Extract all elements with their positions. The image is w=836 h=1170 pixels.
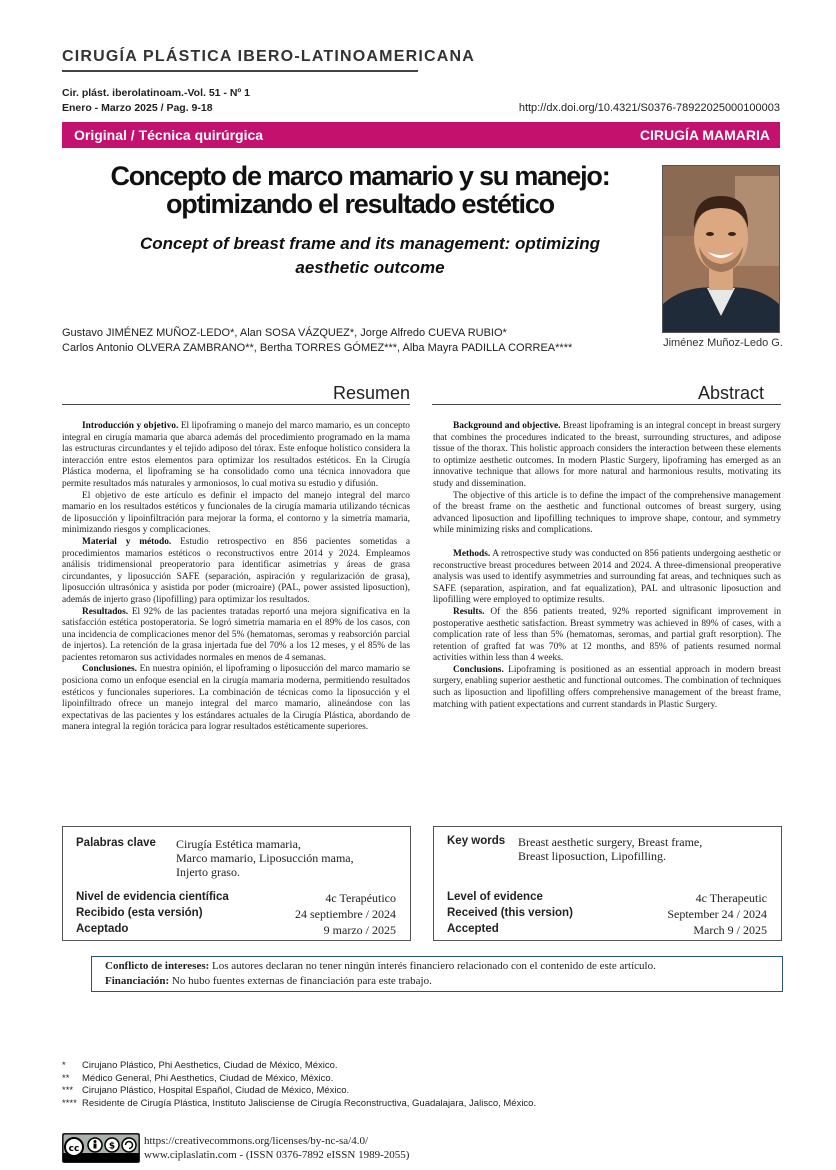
- footnote: [62, 1085, 536, 1098]
- conflict-line: [105, 959, 656, 974]
- abstract-results: [433, 607, 781, 665]
- funding-line: [105, 974, 432, 989]
- doi-link[interactable]: http://dx.doi.org/10.4321/S0376-78922025000100003: [518, 102, 780, 114]
- resumen-methods-text: Estudio retrospectivo en 856 pacientes sometidas a procedimientos mamarios estéticos o reconstructivos entre 2014 y 2024. Empleamos análisis tridimensional preoperatorio para identificar asimetrías y áreas de grasa circundantes, y liposucción SAFE (separación, aspiración y regularización de grasa), liposucción ultrasónica y asistida por poder (microaire) (PAL, power assisted liposuction), además de injerto graso (lipofilling) para optimizar los resultados.: [62, 536, 411, 605]
- keywords-label-en: Key words: [447, 835, 506, 847]
- citation-line-1: Cir. plást. iberolatinoam.-Vol. 51 - Nº 1: [62, 87, 251, 99]
- resumen-objective-text: El objetivo de este artículo es definir el impacto del manejo integral del marco mamario en los resultados estéticos y funcionales de la cirugía mamaria utilizando técnicas de liposucción y lipoinfiltración para mejorar la forma, el contorno y la simetría mamaria, minimizando riesgos y complicaciones.: [62, 490, 410, 536]
- abstract-results-label: Results.: [453, 606, 485, 617]
- resumen-results-text: El 92% de las pacientes tratadas reportó una mejora significativa en la satisfacción estética postoperatoria. Se logró simetría mamaria en el 89% de los casos, con una incidencia de complicaciones menor del 5% (hematomas, seromas y reabsorción parcial de injertos). La retención de la grasa injertada fue del 70% a los 12 meses, y el 85% de las pacientes retomaron sus actividades normales en menos de 4 semanas.: [62, 606, 411, 663]
- keywords-box-es: [62, 826, 411, 941]
- abstract-results-text: Of the 856 patients treated, 92% reported significant improvement in postoperative aesthetic satisfaction. Breast symmetry was achieved in 89% of cases, with a complication rate of less than 5% (hematomas, seromas, and partial graft resorption). The retention of grafted fat was 70% at 12 months, and 85% of patients resumed normal activities within less than 4 weeks.: [433, 606, 782, 664]
- conflict-label: Conflicto de intereses:: [105, 960, 210, 972]
- footnote-text: Médico General, Phi Aesthetics, Ciudad de México, México.: [82, 1072, 334, 1084]
- section-topic: CIRUGÍA MAMARIA: [639, 127, 770, 143]
- author-photo: [662, 165, 780, 333]
- keyword-line: Breast aesthetic surgery, Breast frame,: [518, 835, 703, 849]
- abstract-background-label: Background and objective.: [453, 421, 561, 431]
- received-value-en: September 24 / 2024: [667, 907, 767, 921]
- resumen-body: [62, 421, 410, 734]
- article-title-english: Concept of breast frame and its management: optimizing aesthetic outcome: [139, 234, 600, 277]
- resumen-conclusions: [62, 664, 410, 734]
- disclosure-box: [91, 956, 783, 992]
- accepted-label-en: Accepted: [447, 923, 499, 935]
- section-type: Original / Técnica quirúrgica: [74, 127, 264, 143]
- keyword-line: Marco mamario, Liposucción mama,: [176, 851, 354, 865]
- resumen-results-label: Resultados.: [82, 606, 129, 617]
- abstract-conclusions-text: Lipoframing is positioned as an essential approach in modern breast surgery, enabling superior aesthetic and functional outcomes. The combination of techniques such as liposuction and lipofilling offers comprehensive management of the breast frame, matching with patient expectations and current standards in Plastic Surgery.: [433, 664, 782, 710]
- footnote-text: Cirujano Plástico, Phi Aesthetics, Ciudad de México, México.: [82, 1060, 338, 1071]
- keywords-es: [176, 837, 406, 879]
- resumen-conclusions-label: Conclusiones.: [82, 664, 137, 675]
- resumen-results: [62, 607, 410, 665]
- abstract-methods: [433, 549, 781, 607]
- keywords-label-es: Palabras clave: [76, 837, 156, 849]
- resumen-heading: Resumen: [332, 383, 410, 403]
- abstract-methods-text: A retrospective study was conducted on 856 patients undergoing aesthetic or reconstructive breast procedures between 2014 and 2024. A three-dimensional preoperative analysis was used to identify asymmetries and surrounding fat areas, and techniques such as SAFE (separation, aspiration, and fat equalization), PAL and ultrasonic liposuction and lipofilling were employed to optimize results.: [433, 548, 781, 606]
- funding-label: Financiación:: [105, 975, 170, 987]
- keywords-box-en: [433, 826, 782, 941]
- footnote-mark: ***: [62, 1085, 74, 1096]
- affiliation-footnotes: [62, 1060, 536, 1110]
- site-issn: www.ciplaslatin.com - (ISSN 0376-7892 eISSN 1989-2055): [144, 1149, 410, 1161]
- footnote-text: Cirujano Plástico, Hospital Español, Ciudad de México, México.: [82, 1085, 350, 1096]
- resumen-intro-label: Introducción y objetivo.: [82, 421, 179, 431]
- received-value-es: 24 septiembre / 2024: [295, 907, 396, 921]
- evidence-value-en: 4c Therapeutic: [695, 891, 767, 905]
- evidence-label-es: Nivel de evidencia científica: [76, 891, 229, 903]
- photo-caption: Jiménez Muñoz-Ledo G.: [663, 337, 783, 349]
- abstract-heading: Abstract: [698, 383, 765, 403]
- author-portrait-image: [663, 166, 779, 332]
- abstract-objective-text: The objective of this article is to define the impact of the comprehensive management of the breast frame on the aesthetic and functional outcomes of breast surgery, using advanced liposuction and lipofilling techniques to improve shape, contour, and symmetry while minimizing risks and complications.: [433, 490, 781, 536]
- resumen-intro-text: El lipoframing o manejo del marco mamario, es un concepto integral en cirugía mamaria que abarca además del procedimiento programado en la mama las estructuras circundantes y el tejido adiposo del tórax. Este enfoque holístico considera la interacción entre estos elementos para optimizar los resultados estéticos. En la Cirugía Plástica moderna, el lipoframing se ha consolidado como una técnica innovadora que permite resultados más naturales y armoniosos, lo cual motiva su estudio y difusión.: [62, 421, 410, 489]
- cc-by-nc-sa-icon: [62, 1133, 140, 1163]
- abstract-rule: [432, 404, 781, 405]
- journal-name: CIRUGÍA PLÁSTICA IBERO-LATINOAMERICANA: [62, 48, 475, 65]
- authors: [62, 326, 572, 356]
- citation-line-2: Enero - Marzo 2025 / Pag. 9-18: [62, 102, 213, 114]
- evidence-label-en: Level of evidence: [447, 891, 543, 903]
- accepted-value-es: 9 marzo / 2025: [323, 923, 396, 937]
- resumen-conclusions-text: En nuestra opinión, el lipoframing o liposucción del marco mamario se posiciona como un enfoque esencial en la cirugía mamaria moderna, permitiendo resultados estéticos y funcionales superiores. La combinación de técnicas como la liposucción y el lipoinfiltrado ofrece un manejo integral del marco mamario, alineándose con las expectativas de las pacientes y los estándares actuales de la Cirugía Plástica, abordando de manera integral la región torácica para lograr resultados estéticamente superiores.: [62, 664, 411, 733]
- abstract-body: [433, 421, 781, 711]
- resumen-rule: [62, 404, 410, 405]
- resumen-intro: [62, 421, 410, 491]
- footnote-mark: *: [62, 1060, 66, 1071]
- abstract-methods-label: Methods.: [453, 548, 491, 559]
- accepted-value-en: March 9 / 2025: [693, 923, 767, 937]
- section-bar: [62, 122, 780, 148]
- resumen-methods-label: Material y método.: [82, 536, 172, 547]
- footnote-mark: **: [62, 1072, 70, 1084]
- cc-license-badge: [62, 1133, 140, 1163]
- keyword-line: Breast liposuction, Lipofilling.: [518, 849, 666, 863]
- accepted-label-es: Aceptado: [76, 923, 129, 935]
- authors-line-2: Carlos Antonio OLVERA ZAMBRANO**, Bertha TORRES GÓMEZ***, Alba Mayra PADILLA CORREA****: [62, 342, 573, 354]
- abstract-conclusions-label: Conclusions.: [453, 664, 504, 675]
- received-label-es: Recibido (esta versión): [76, 907, 203, 919]
- citation: [62, 86, 250, 116]
- footnote: [62, 1073, 536, 1086]
- resumen-methods: [62, 537, 410, 607]
- abstract-background-text: Breast lipoframing is an integral concept in breast surgery that combines the procedures indicated to the breast, surrounding structures, and adipose tissue of the thorax. This holistic approach considers the interaction between these elements to optimize aesthetic outcomes. In modern Plastic Surgery, lipoframing has emerged as an innovative technique that allows for more natural and harmonious results, motivating its study and dissemination.: [433, 421, 781, 489]
- abstract-objective: [433, 491, 781, 537]
- journal-rule: [62, 70, 418, 72]
- footnote-text: Residente de Cirugía Plástica, Instituto Jalisciense de Cirugía Reconstructiva, Guadalajara, Jalisco, México.: [82, 1097, 537, 1109]
- authors-line-1: Gustavo JIMÉNEZ MUÑOZ-LEDO*, Alan SOSA VÁZQUEZ*, Jorge Alfredo CUEVA RUBIO*: [62, 327, 507, 339]
- keyword-line: Cirugía Estética mamaria,: [176, 837, 301, 851]
- abstract-conclusions: [433, 665, 781, 711]
- resumen-objective: [62, 491, 410, 537]
- keywords-en: [518, 835, 773, 863]
- funding-text: No hubo fuentes externas de financiación para este trabajo.: [171, 975, 432, 987]
- article-title: Concepto de marco mamario y su manejo: optimizando el resultado estético: [110, 161, 610, 219]
- svg-text:$: $: [108, 1141, 116, 1152]
- svg-text:cc: cc: [68, 1144, 80, 1154]
- footnote: [62, 1060, 536, 1073]
- license-url[interactable]: https://creativecommons.org/licenses/by-nc-sa/4.0/: [144, 1135, 369, 1147]
- footnote: [62, 1098, 536, 1111]
- abstract-background: [433, 421, 781, 491]
- evidence-value-es: 4c Terapéutico: [325, 891, 396, 905]
- received-label-en: Received (this version): [447, 907, 573, 919]
- keyword-line: Injerto graso.: [176, 865, 240, 879]
- conflict-text: Los autores declaran no tener ningún interés financiero relacionado con el contenido de este artículo.: [212, 960, 656, 972]
- footnote-mark: ****: [62, 1097, 77, 1109]
- license-info: [144, 1134, 409, 1162]
